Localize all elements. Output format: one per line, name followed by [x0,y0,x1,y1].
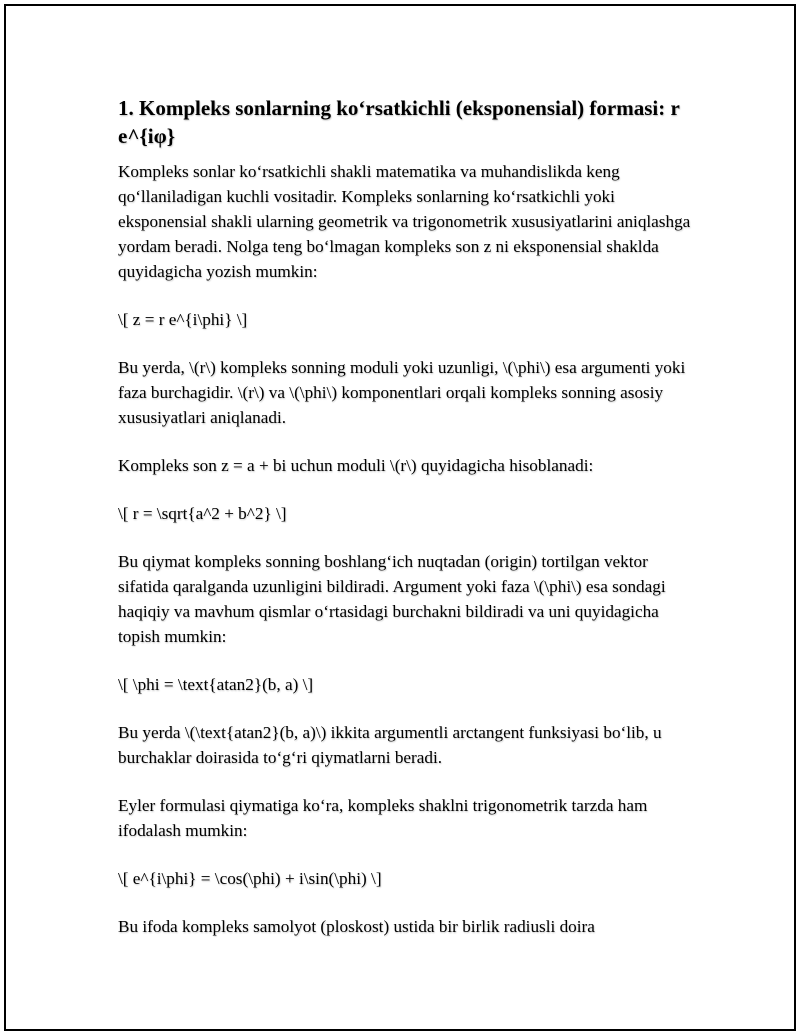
modulus-formula: \[ r = \sqrt{a^2 + b^2} \] [118,504,287,523]
exponential-form-formula: \[ z = r e^{i\phi} \] [118,310,248,329]
modulus-intro-paragraph: Kompleks son z = a + bi uchun moduli \(r\) quyidagicha hisoblanadi: [118,456,594,475]
atan2-explanation-paragraph: Bu yerda \(\text{atan2}(b, a)\) ikkita argumentli arctangent funksiyasi boʻlib, u burchaklar doirasida toʻgʻri qiymatlarni beradi. [118,723,662,767]
unit-circle-paragraph: Bu ifoda kompleks samolyot (ploskost) ustida bir birlik radiusli doira [118,917,595,936]
modulus-argument-paragraph: Bu yerda, \(r\) kompleks sonning moduli yoki uzunligi, \(\phi\) esa argumenti yoki faza burchagidir. \(r\) va \(\phi\) komponentlari orqali kompleks sonning asosiy xususiyatlari aniqlanadi. [118,358,686,427]
intro-paragraph: Kompleks sonlar koʻrsatkichli shakli matematika va muhandislikda keng qoʻllaniladigan kuchli vositadir. Kompleks sonlarning koʻrsatkichli yoki eksponensial shakli ularning geometrik va trigonometrik xususiyatlarini aniqlashga yordam beradi. Nolga teng boʻlmagan kompleks son z ni eksponensial shaklda quyidagicha yozish mumkin: [118,162,691,281]
argument-paragraph: Bu qiymat kompleks sonning boshlangʻich nuqtadan (origin) tortilgan vektor sifatida qaralganda uzunligini bildiradi. Argument yoki faza \(\phi\) esa sondagi haqiqiy va mavhum qismlar oʻrtasidagi burchakni bildiradi va uni quyidagicha topish mumkin: [118,552,666,646]
atan2-formula: \[ \phi = \text{atan2}(b, a) \] [118,675,314,694]
section-heading: 1. Kompleks sonlarning koʻrsatkichli (eksponensial) formasi: r e^{iφ} [118,96,680,148]
document-body [118,94,698,962]
euler-intro-paragraph: Eyler formulasi qiymatiga koʻra, kompleks shaklni trigonometrik tarzda ham ifodalash mumkin: [118,796,648,840]
euler-formula: \[ e^{i\phi} = \cos(\phi) + i\sin(\phi) \] [118,869,382,888]
